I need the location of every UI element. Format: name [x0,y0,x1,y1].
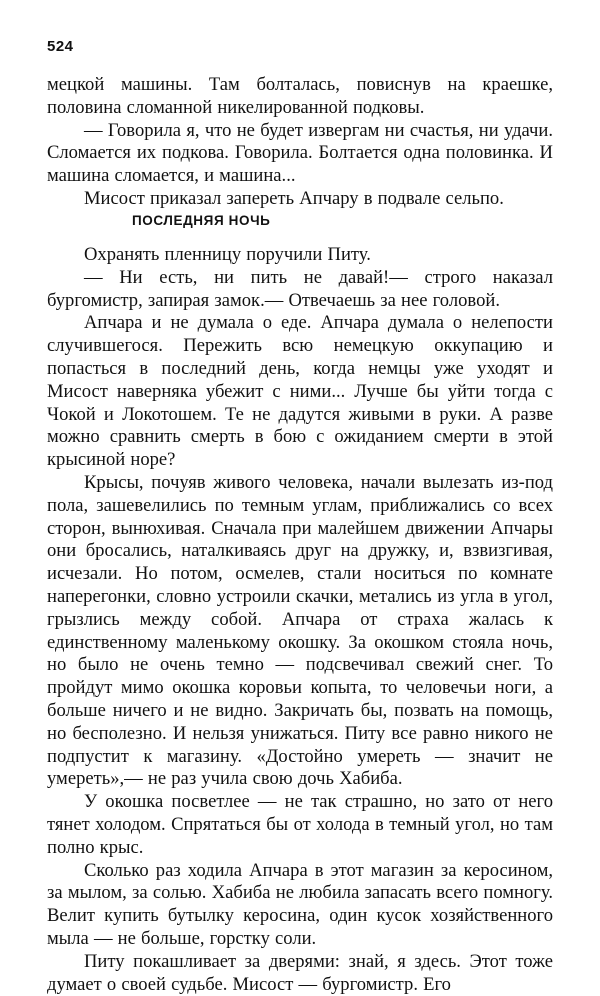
paragraph: Апчара и не думала о еде. Апчара думала о нелепости случившегося. Пережить всю немецкую оккупацию и попасться в последний день, когда немцы уже уходят и Мисост наверняка убежит с ними... Лучше бы уйти тогда с Чокой и Локотошем. Те не дадутся живыми в руки. А разве можно сравнить смерть в бою с ожиданием смерти в этой крысиной норе? [47,312,553,471]
text-block-before-heading [47,74,553,211]
paragraph: Сколько раз ходила Апчара в этот магазин за керосином, за мылом, за солью. Хабиба не любила запасать всего помногу. Велит купить бутылку керосина, один кусок хозяйственного мыла — не больше, горстку соли. [47,859,553,949]
paragraph: — Ни есть, ни пить не давай!— строго наказал бургомистр, запирая замок.— Отвечаешь за нее головой. [47,266,553,311]
paragraph: У окошка посветлее — не так страшно, но зато от него тянет холодом. Спрятаться бы от холода в темный угол, но там полно крыс. [47,791,553,858]
paragraph: мецкой машины. Там болталась, повиснув на краешке, половина сломанной никелированной подковы. [47,74,553,118]
paragraph: Мисост приказал запереть Апчару в подвале сельпо. [84,187,504,209]
paragraph: — Говорила я, что не будет извергам ни счастья, ни удачи. Сломается их подкова. Говорила. Болтается одна половинка. И машина сломается, и машина... [47,119,553,187]
paragraph: Питу покашливает за дверями: знай, я здесь. Этот тоже думает о своей судьбе. Мисост — бургомистр. Его [47,950,553,995]
page-number: 524 [47,38,74,55]
text-block-after-heading [47,244,553,996]
paragraph: Охранять пленницу поручили Питу. [84,244,371,265]
paragraph: Крысы, почуяв живого человека, начали вылезать из-под пола, зашевелились по темным углам, приближались со всех сторон, вынюхивая. Сначала при малейшем движении Апчары они бросались, наталкиваясь друг на дружку, и, взвизгивая, исчезали. Но потом, осмелев, стали носиться по комнате наперегонки, словно устроили скачки, метались из угла в угол, грызлись между собой. Апчара от страха жалась к единственному маленькому окошку. За окошком стояла ночь, но было не очень темно — подсвечивал свежий снег. То пройдут мимо окошка коровьи копыта, то человечьи ноги, а больше ничего и не видно. Закричать бы, позвать на помощь, но бесполезно. И нельзя унижаться. Питу все равно никого не подпустит к магазину. «Достойно умереть — значит не умереть»,— не раз учила свою дочь Хабиба. [47,471,553,790]
section-heading: ПОСЛЕДНЯЯ НОЧЬ [132,213,271,228]
